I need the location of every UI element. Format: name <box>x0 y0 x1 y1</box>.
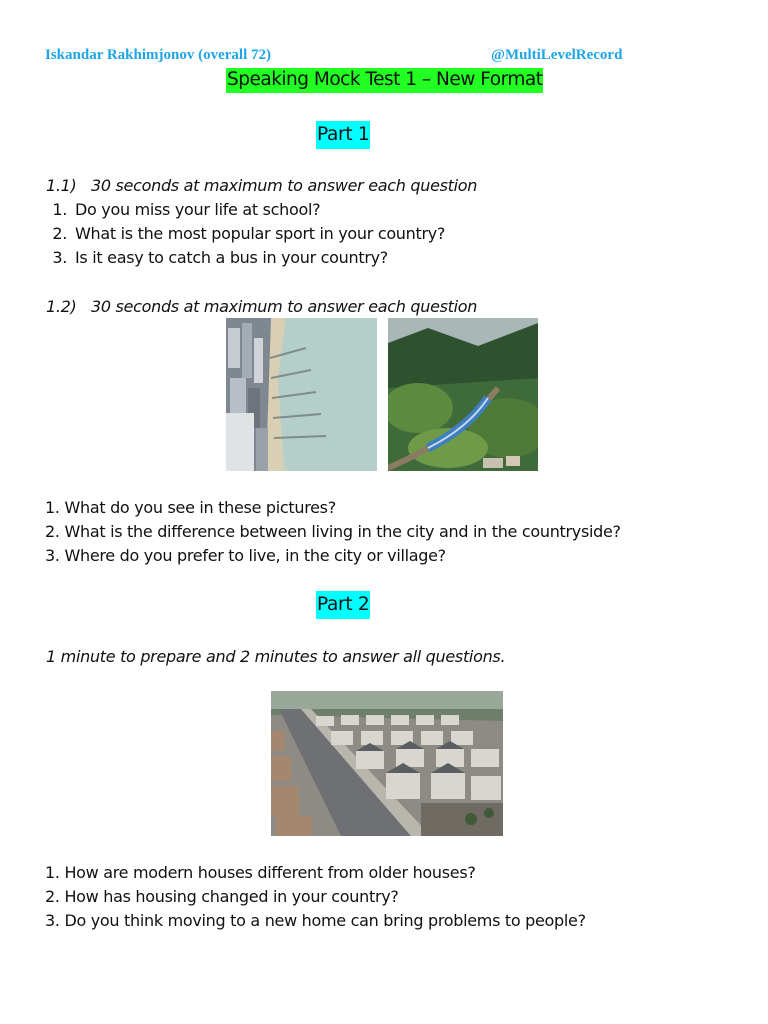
list-item <box>44 246 445 270</box>
list-item <box>44 198 445 222</box>
list-item: 1. How are modern houses different from older houses? <box>45 863 476 882</box>
part2-instruction: 1 minute to prepare and 2 minutes to answer all questions. <box>46 647 506 666</box>
channel-handle: @MultiLevelRecord <box>491 47 623 63</box>
housing-neighborhood-photo <box>271 691 503 836</box>
list-item: 3. Where do you prefer to live, in the city or village? <box>45 546 446 565</box>
part2-label: Part 2 <box>316 591 370 619</box>
list-number: 1. <box>52 200 67 219</box>
question-text: Is it easy to catch a bus in your country? <box>75 248 388 267</box>
list-number: 2. <box>52 224 67 243</box>
section-1-1-instruction <box>46 176 477 195</box>
section-number: 1.1) <box>46 176 77 195</box>
section-1-2-instruction <box>46 297 477 316</box>
section-1-1-question-list <box>44 198 445 270</box>
section-1-2-question-list <box>45 496 621 568</box>
document-title <box>226 69 543 90</box>
question-text: What is the most popular sport in your country? <box>75 224 446 243</box>
section-instruction: 30 seconds at maximum to answer each question <box>91 297 478 316</box>
section-number: 1.2) <box>46 297 77 316</box>
list-item <box>44 222 445 246</box>
list-item: 2. How has housing changed in your country? <box>45 887 399 906</box>
part1-heading <box>316 124 370 145</box>
countryside-train-photo <box>388 318 538 471</box>
title-highlight: Speaking Mock Test 1 – New Format <box>226 68 543 93</box>
list-item: 2. What is the difference between living in the city and in the countryside? <box>45 522 621 541</box>
part2-heading <box>316 594 370 615</box>
part1-label: Part 1 <box>316 121 370 149</box>
list-number: 3. <box>52 248 67 267</box>
section-instruction: 30 seconds at maximum to answer each question <box>91 176 478 195</box>
list-item: 1. What do you see in these pictures? <box>45 498 336 517</box>
part2-question-list <box>45 861 586 933</box>
question-text: Do you miss your life at school? <box>75 200 321 219</box>
author-name: Iskandar Rakhimjonov (overall 72) <box>45 47 271 63</box>
list-item: 3. Do you think moving to a new home can bring problems to people? <box>45 911 586 930</box>
city-coast-photo <box>226 318 377 471</box>
